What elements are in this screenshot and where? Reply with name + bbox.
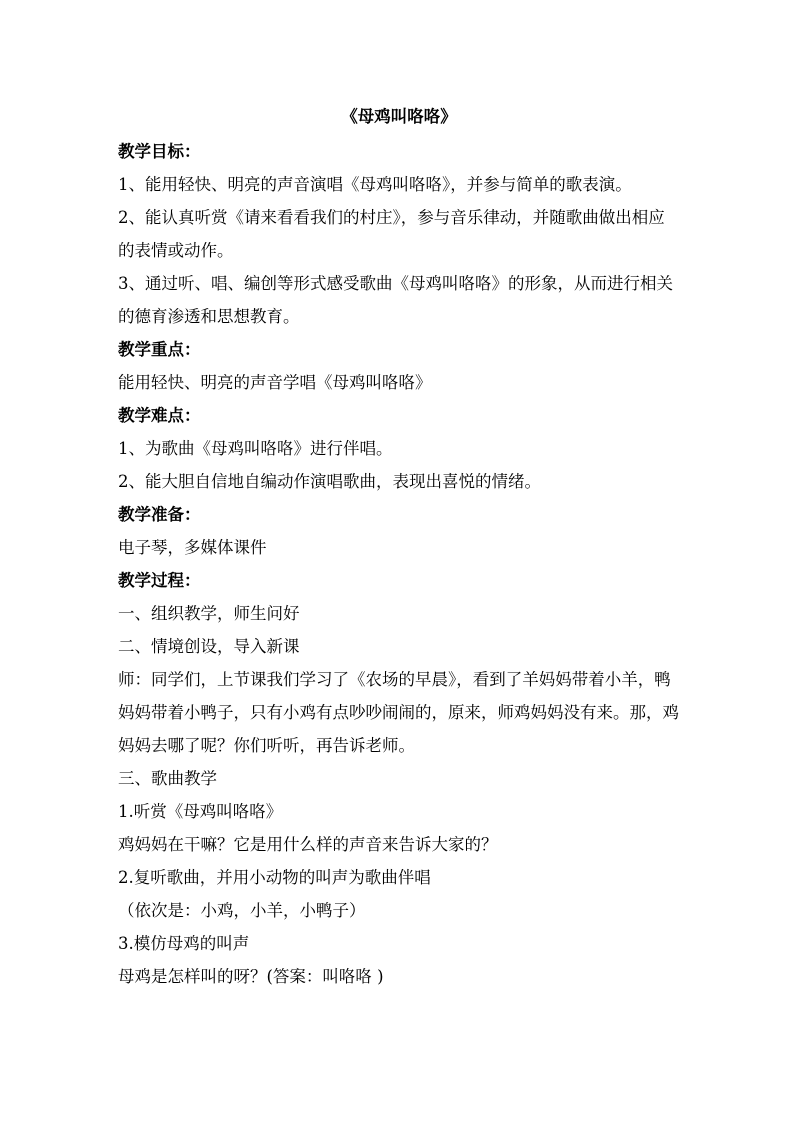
document-content (118, 99, 680, 993)
sub-step-3-question: 母鸡是怎样叫的呀？(答案：叫咯咯 ) (118, 967, 384, 986)
objective-item-2: 2、能认真听赏《请来看看我们的村庄》，参与音乐律动，并随歌曲做出相应的表情或动作。 (118, 208, 665, 260)
sub-step-2-title: 2.复听歌曲，并用小动物的叫声为歌曲伴唱 (118, 868, 431, 887)
process-heading: 教学过程： (118, 571, 201, 590)
process-step-1: 一、组织教学，师生问好 (118, 604, 300, 623)
objectives-heading: 教学目标： (118, 142, 201, 161)
sub-step-1-question: 鸡妈妈在干嘛？它是用什么样的声音来告诉大家的？ (118, 835, 498, 854)
teacher-speech: 师：同学们，上节课我们学习了《农场的早晨》，看到了羊妈妈带着小羊，鸭妈妈带着小鸭子，只有小鸡有点吵吵闹闹的，原来，师鸡妈妈没有来。那，鸡妈妈去哪了呢？你们听听，再告诉老师。 (118, 670, 679, 755)
preparation-heading: 教学准备： (118, 505, 201, 524)
sub-step-2-note: （依次是：小鸡，小羊，小鸭子） (118, 901, 366, 920)
preparation-text: 电子琴，多媒体课件 (118, 538, 267, 557)
process-step-2: 二、情境创设，导入新课 (118, 637, 300, 656)
process-step-3: 三、歌曲教学 (118, 769, 217, 788)
key-points-text: 能用轻快、明亮的声音学唱《母鸡叫咯咯》 (118, 373, 432, 392)
difficulty-item-1: 1、为歌曲《母鸡叫咯咯》进行伴唱。 (118, 439, 393, 458)
document-title: 《母鸡叫咯咯》 (341, 107, 457, 126)
difficulties-heading: 教学难点： (118, 406, 201, 425)
key-points-heading: 教学重点： (118, 340, 201, 359)
objective-item-1: 1、能用轻快、明亮的声音演唱《母鸡叫咯咯》，并参与简单的歌表演。 (118, 175, 632, 194)
difficulty-item-2: 2、能大胆自信地自编动作演唱歌曲，表现出喜悦的情绪。 (118, 472, 541, 491)
sub-step-3-title: 3.模仿母鸡的叫声 (118, 934, 250, 953)
objective-item-3: 3、通过听、唱、编创等形式感受歌曲《母鸡叫咯咯》的形象，从而进行相关的德育渗透和思想教育。 (118, 274, 673, 326)
sub-step-1-title: 1.听赏《母鸡叫咯咯》 (118, 802, 283, 821)
